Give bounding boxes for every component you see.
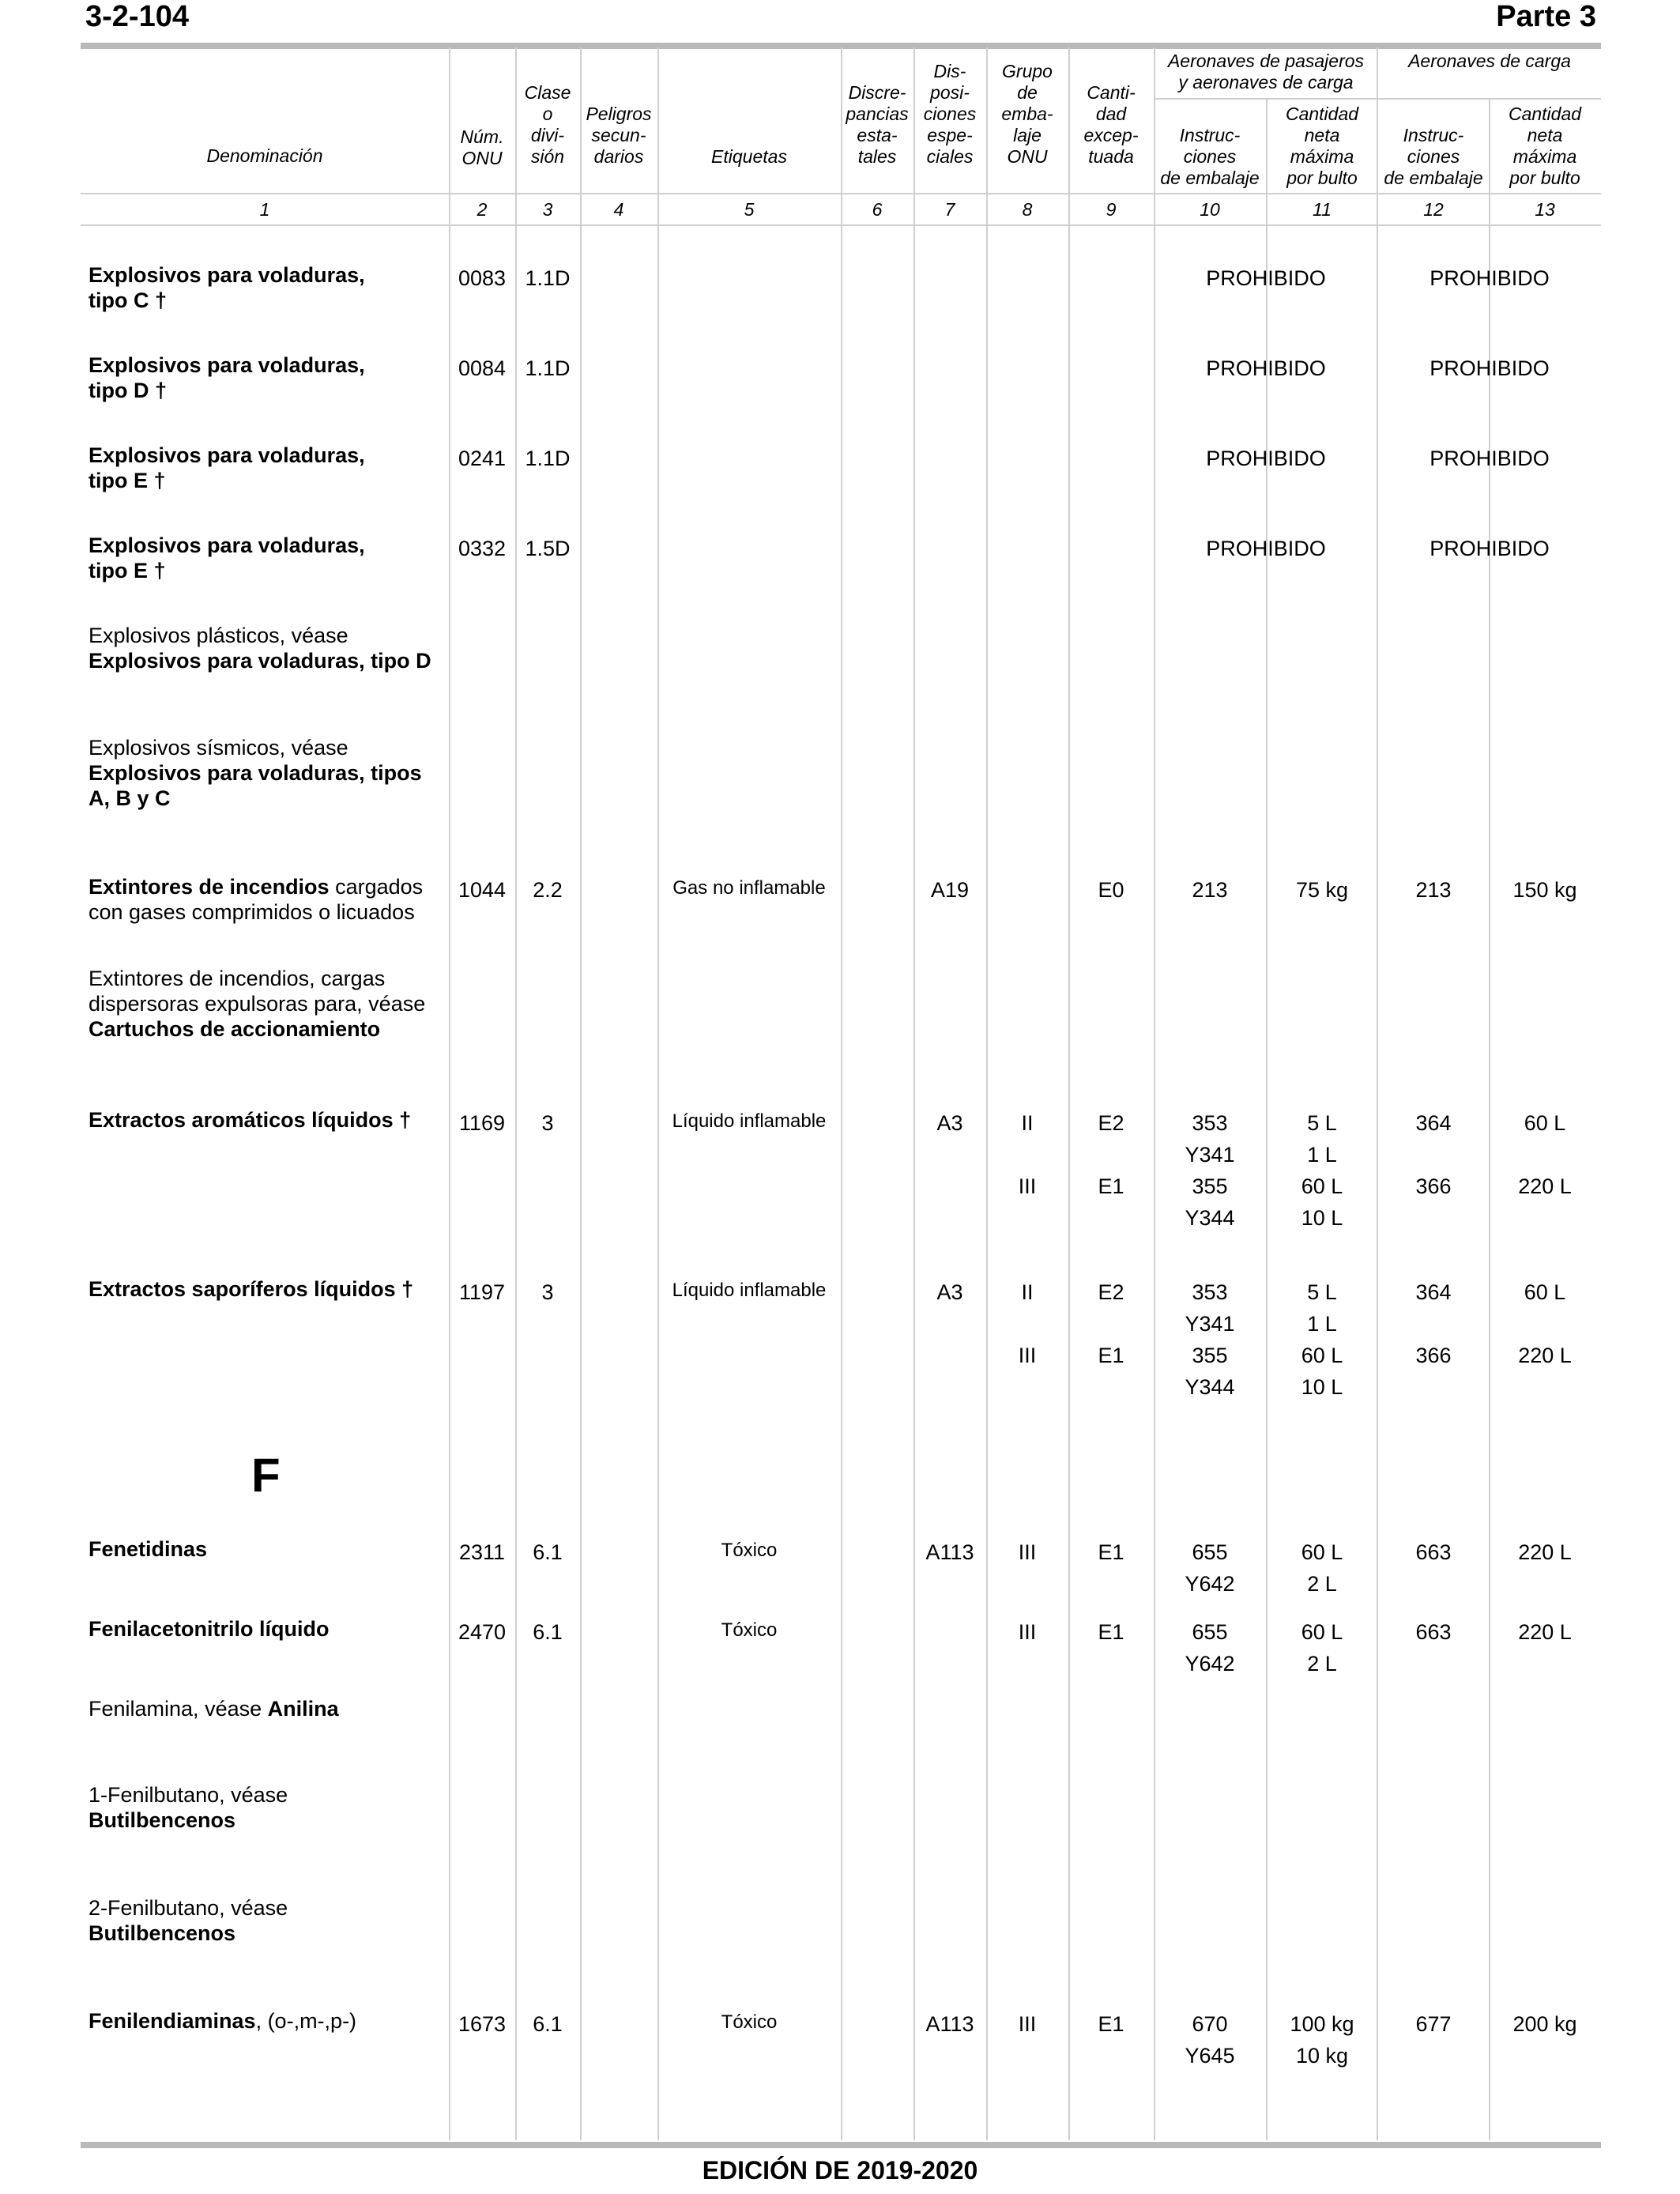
class-division: 1.1D: [525, 356, 571, 380]
special-provision: A3: [936, 1280, 963, 1304]
un-number: 0241: [458, 447, 507, 470]
row-denomination: 2-Fenilbutano, véase Butilbencenos: [89, 1896, 288, 1945]
prohibited-cargo: PROHIBIDO: [1430, 537, 1550, 560]
packing-group: III: [1018, 1344, 1037, 1367]
prohibited-cargo: PROHIBIDO: [1430, 447, 1550, 470]
col-header-grupo-embalaje: Grupo de emba- laje ONU: [1001, 61, 1053, 167]
max-quantity: 2 L: [1307, 1652, 1337, 1676]
max-quantity: 5 L: [1307, 1111, 1337, 1135]
col-sep-6: [913, 47, 915, 2140]
packing-instruction: 655: [1192, 1620, 1228, 1644]
col-header-cantidad-11: Cantidad neta máxima por bulto: [1285, 104, 1359, 188]
packing-group: III: [1018, 1620, 1037, 1644]
part-label: Parte 3: [1496, 0, 1596, 33]
max-quantity: 60 L: [1301, 1344, 1343, 1367]
column-number: 10: [1200, 199, 1220, 220]
class-division: 1.1D: [525, 266, 571, 290]
col-header-num-onu: Núm. ONU: [460, 126, 504, 168]
packing-instruction: 353: [1192, 1280, 1228, 1304]
cargo-packing-instruction: 213: [1415, 878, 1452, 902]
row-denomination: Explosivos plásticos, véase Explosivos para voladuras, tipo D: [89, 624, 431, 673]
cargo-max-quantity: 150 kg: [1512, 878, 1577, 902]
bottom-rule: [81, 2142, 1601, 2148]
packing-instruction: Y344: [1185, 1206, 1235, 1230]
packing-instruction: Y344: [1185, 1375, 1235, 1399]
class-division: 6.1: [533, 1620, 563, 1644]
max-quantity: 100 kg: [1290, 2012, 1354, 2036]
excepted-quantity: E1: [1098, 1540, 1124, 1564]
row-denomination: Explosivos sísmicos, véase Explosivos para voladuras, tipos A, B y C: [89, 736, 422, 810]
row-denomination: Fenilamina, véase Anilina: [89, 1697, 339, 1721]
excepted-quantity: E2: [1098, 1111, 1124, 1135]
row-denomination: Fenilacetonitrilo líquido: [89, 1617, 330, 1641]
packing-instruction: 213: [1192, 878, 1228, 902]
packing-group: II: [1021, 1111, 1034, 1135]
row-denomination: Explosivos para voladuras, tipo E †: [89, 533, 365, 582]
col-header-peligros: Peligros secun- darios: [586, 104, 652, 167]
class-division: 1.5D: [525, 537, 571, 560]
prohibited-passenger: PROHIBIDO: [1206, 447, 1326, 470]
col-sep-4: [657, 47, 659, 2140]
col-sep-5: [841, 47, 842, 2140]
un-number: 1673: [458, 2012, 507, 2036]
cargo-packing-instruction: 366: [1415, 1174, 1452, 1198]
max-quantity: 1 L: [1307, 1143, 1337, 1167]
cargo-packing-instruction: 663: [1415, 1540, 1452, 1564]
prohibited-passenger: PROHIBIDO: [1206, 266, 1326, 290]
hazard-label: Líquido inflamable: [672, 1110, 827, 1132]
col-header-instrucciones-12: Instruc- ciones de embalaje: [1384, 125, 1483, 188]
column-number: 7: [944, 199, 955, 220]
packing-group: III: [1018, 2012, 1037, 2036]
cargo-max-quantity: 200 kg: [1512, 2012, 1577, 2036]
row-denomination: Explosivos para voladuras, tipo E †: [89, 443, 365, 492]
un-number: 1044: [458, 878, 507, 902]
col-header-cantidad-exceptuada: Canti- dad excep- tuada: [1083, 82, 1139, 167]
packing-group: III: [1018, 1174, 1037, 1198]
class-division: 2.2: [533, 878, 563, 902]
column-number: 6: [872, 199, 883, 220]
packing-instruction: 355: [1192, 1174, 1228, 1198]
cargo-max-quantity: 220 L: [1518, 1344, 1572, 1367]
row-denomination: 1-Fenilbutano, véase Butilbencenos: [89, 1783, 288, 1832]
excepted-quantity: E1: [1098, 1620, 1124, 1644]
group-header-cargo: Aeronaves de carga: [1408, 51, 1571, 71]
row-denomination: Extintores de incendios cargados con gases comprimidos o licuados: [89, 875, 424, 924]
max-quantity: 10 L: [1301, 1375, 1343, 1399]
class-division: 3: [541, 1280, 554, 1304]
row-denomination: Fenilendiaminas, (o-,m-,p-): [89, 2009, 357, 2033]
row-denomination: Extractos aromáticos líquidos †: [89, 1108, 412, 1132]
max-quantity: 10 L: [1301, 1206, 1343, 1230]
col-header-denominacion: Denominación: [206, 145, 323, 166]
row-denomination: Extractos saporíferos líquidos †: [89, 1277, 414, 1301]
special-provision: A113: [925, 1540, 974, 1564]
column-number: 5: [744, 199, 755, 220]
col-header-clase: Clase o divi- sión: [524, 82, 571, 167]
class-division: 1.1D: [525, 447, 571, 470]
un-number: 2311: [458, 1540, 506, 1564]
column-number: 3: [542, 199, 553, 220]
packing-instruction: Y645: [1185, 2044, 1235, 2068]
row-denomination: Fenetidinas: [89, 1537, 208, 1561]
prohibited-cargo: PROHIBIDO: [1430, 356, 1550, 380]
row-denomination: Extintores de incendios, cargas dispersoras expulsoras para, véase Cartuchos de accionamiento: [89, 967, 426, 1041]
cargo-max-quantity: 220 L: [1518, 1174, 1572, 1198]
cargo-packing-instruction: 663: [1415, 1620, 1452, 1644]
col-sep-8: [1068, 47, 1070, 2140]
cargo-packing-instruction: 677: [1415, 2012, 1452, 2036]
excepted-quantity: E1: [1098, 1174, 1124, 1198]
un-number: 2470: [458, 1620, 507, 1644]
col-header-instrucciones-10: Instruc- ciones de embalaje: [1160, 125, 1260, 188]
packing-instruction: 655: [1192, 1540, 1228, 1564]
un-number: 0083: [458, 266, 507, 290]
group-header-passenger: Aeronaves de pasajeros y aeronaves de carga: [1167, 51, 1365, 92]
special-provision: A19: [930, 878, 970, 902]
class-division: 6.1: [533, 1540, 563, 1564]
hazard-label: Tóxico: [721, 2011, 778, 2033]
cargo-max-quantity: 60 L: [1524, 1111, 1566, 1135]
packing-group: III: [1018, 1540, 1037, 1564]
prohibited-cargo: PROHIBIDO: [1430, 266, 1550, 290]
max-quantity: 60 L: [1301, 1620, 1343, 1644]
column-number: 11: [1313, 199, 1332, 220]
cargo-packing-instruction: 366: [1415, 1344, 1452, 1367]
max-quantity: 2 L: [1307, 1572, 1337, 1596]
excepted-quantity: E1: [1098, 1344, 1124, 1367]
cargo-packing-instruction: 364: [1415, 1280, 1452, 1304]
row-denomination: Explosivos para voladuras, tipo D †: [89, 353, 365, 402]
col-header-etiquetas: Etiquetas: [711, 146, 787, 167]
column-number: 4: [613, 199, 624, 220]
hazard-label: Líquido inflamable: [672, 1280, 827, 1301]
edition-footer: EDICIÓN DE 2019-2020: [702, 2156, 978, 2185]
column-number: 9: [1106, 199, 1117, 220]
col-header-discrepancias: Discre- pancias esta- tales: [846, 82, 909, 167]
col-sep-3: [580, 47, 582, 2140]
max-quantity: 60 L: [1301, 1174, 1343, 1198]
section-letter: F: [251, 1449, 281, 1502]
excepted-quantity: E1: [1098, 2012, 1124, 2036]
max-quantity: 60 L: [1301, 1540, 1343, 1564]
special-provision: A113: [925, 2012, 974, 2036]
excepted-quantity: E2: [1098, 1280, 1124, 1304]
packing-instruction: Y642: [1185, 1572, 1235, 1596]
col-header-cantidad-13: Cantidad neta máxima por bulto: [1508, 104, 1582, 188]
col-sep-7: [986, 47, 988, 2140]
column-number: 2: [477, 199, 488, 220]
hazard-label: Tóxico: [721, 1619, 778, 1641]
packing-instruction: 670: [1192, 2012, 1228, 2036]
hazard-label: Gas no inflamable: [672, 877, 826, 899]
packing-group: II: [1021, 1280, 1034, 1304]
max-quantity: 5 L: [1307, 1280, 1337, 1304]
prohibited-passenger: PROHIBIDO: [1206, 537, 1326, 560]
prohibited-passenger: PROHIBIDO: [1206, 356, 1326, 380]
un-number: 1169: [458, 1111, 506, 1135]
class-division: 3: [541, 1111, 554, 1135]
max-quantity: 10 kg: [1295, 2044, 1349, 2068]
un-number: 0332: [458, 537, 507, 560]
cargo-max-quantity: 220 L: [1518, 1540, 1572, 1564]
un-number: 1197: [458, 1280, 506, 1304]
column-number: 1: [259, 199, 270, 220]
special-provision: A3: [936, 1111, 963, 1135]
max-quantity: 1 L: [1307, 1312, 1337, 1336]
max-quantity: 75 kg: [1295, 878, 1349, 902]
hazard-label: Tóxico: [721, 1540, 778, 1561]
page-number: 3-2-104: [85, 0, 189, 33]
class-division: 6.1: [533, 2012, 563, 2036]
packing-instruction: 355: [1192, 1344, 1228, 1367]
un-number: 0084: [458, 356, 507, 380]
packing-instruction: Y341: [1185, 1143, 1235, 1167]
packing-instruction: Y341: [1185, 1312, 1235, 1336]
column-number: 8: [1022, 199, 1033, 220]
packing-instruction: Y642: [1185, 1652, 1235, 1676]
col-header-disposiciones: Dis- posi- ciones espe- ciales: [923, 61, 977, 167]
row-denomination: Explosivos para voladuras, tipo C †: [89, 263, 365, 312]
excepted-quantity: E0: [1098, 878, 1124, 902]
column-number: 12: [1423, 199, 1444, 220]
cargo-max-quantity: 60 L: [1524, 1280, 1566, 1304]
packing-instruction: 353: [1192, 1111, 1228, 1135]
cargo-packing-instruction: 364: [1415, 1111, 1452, 1135]
column-number: 13: [1535, 199, 1555, 220]
cargo-max-quantity: 220 L: [1518, 1620, 1572, 1644]
